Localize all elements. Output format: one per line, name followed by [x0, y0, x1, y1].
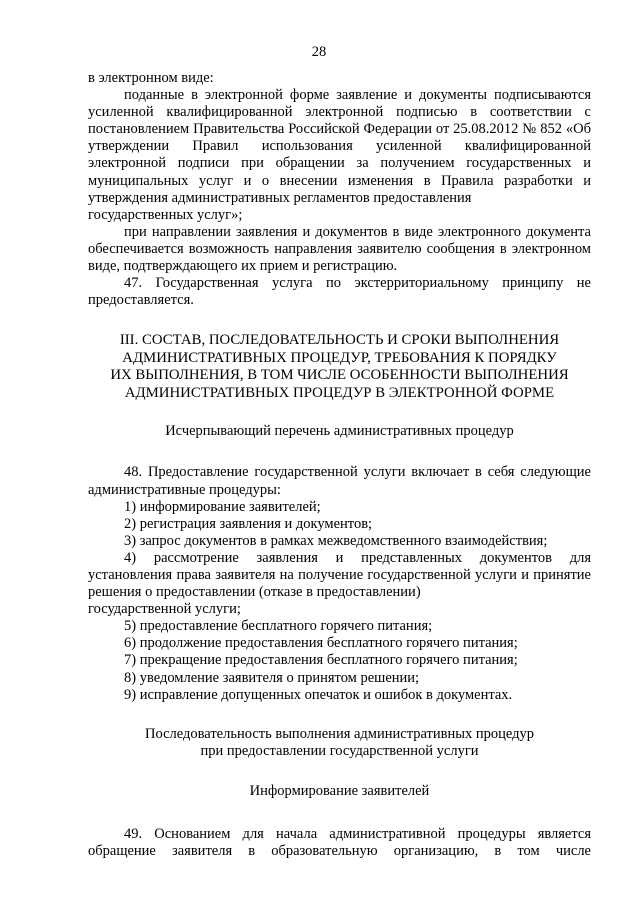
- section-heading-line: ИХ ВЫПОЛНЕНИЯ, В ТОМ ЧИСЛЕ ОСОБЕННОСТИ ВЫПОЛНЕНИЯ: [110, 367, 569, 384]
- subheading-procedure-list: Исчерпывающий перечень административных процедур: [165, 423, 514, 440]
- list-item: 5) предоставление бесплатного горячего питания;: [124, 618, 433, 635]
- list-item: 6) продолжение предоставления бесплатного горячего питания;: [124, 635, 518, 652]
- paragraph-47: 47. Государственная услуга по экстерриториальному принципу не предоставляется.: [88, 275, 591, 309]
- page-number: 28: [311, 44, 327, 60]
- list-item: 3) запрос документов в рамках межведомственного взаимодействия;: [124, 532, 548, 549]
- list-item-continuation: государственной услуги;: [88, 601, 241, 618]
- paragraph-49: 49. Основанием для начала административной процедуры является обращение заявителя в образовательную организацию, в том числе: [88, 826, 591, 860]
- list-item: 4) рассмотрение заявления и представленных документов для установления права заявителя на получение государственной услуги и принятие решения о предоставлении (отказе в предоставлении): [88, 549, 591, 601]
- section-heading-line: III. СОСТАВ, ПОСЛЕДОВАТЕЛЬНОСТЬ И СРОКИ ВЫПОЛНЕНИЯ: [119, 332, 560, 349]
- section-heading-line: АДМИНИСТРАТИВНЫХ ПРОЦЕДУР В ЭЛЕКТРОННОЙ ФОРМЕ: [124, 384, 555, 401]
- list-item: 9) исправление допущенных опечаток и ошибок в документах.: [124, 686, 513, 703]
- paragraph-top-line: в электронном виде:: [88, 70, 214, 86]
- paragraph-electronic-message: при направлении заявления и документов в виде электронного документа обеспечивается возможность направления заявителю сообщения в электронном виде, подтверждающего их прием и регистрацию.: [88, 223, 591, 275]
- subheading-line: Последовательность выполнения административных процедур: [145, 725, 534, 742]
- paragraph-signed-documents-end: государственных услуг»;: [88, 206, 243, 223]
- document-body: [88, 70, 591, 860]
- list-item: 1) информирование заявителей;: [124, 498, 321, 515]
- subheading-procedure-order: [88, 726, 591, 760]
- list-item: 7) прекращение предоставления бесплатного горячего питания;: [124, 652, 518, 669]
- section-heading: [88, 332, 591, 402]
- section-heading-line: АДМИНИСТРАТИВНЫХ ПРОЦЕДУР, ТРЕБОВАНИЯ К ПОРЯДКУ: [122, 349, 557, 366]
- subheading-informing: Информирование заявителей: [249, 782, 430, 799]
- paragraph-signed-documents: поданные в электронной форме заявление и документы подписываются усиленной квалифицированной электронной подписью в соответствии с постановлением Правительства Российской Федерации от 25.08.2012 № 852 «Об утверждении Правил использования усиленной квалифицированной электронной подписи при обращении за получением государственных и муниципальных услуг и о внесении изменения в Правила разработки и утверждения административных регламентов предоставления: [88, 87, 591, 206]
- paragraph-48: 48. Предоставление государственной услуги включает в себя следующие административные процедуры:: [88, 464, 591, 498]
- subheading-line: при предоставлении государственной услуги: [200, 742, 479, 759]
- list-item: 2) регистрация заявления и документов;: [124, 515, 373, 532]
- list-item: 8) уведомление заявителя о принятом решении;: [124, 669, 420, 686]
